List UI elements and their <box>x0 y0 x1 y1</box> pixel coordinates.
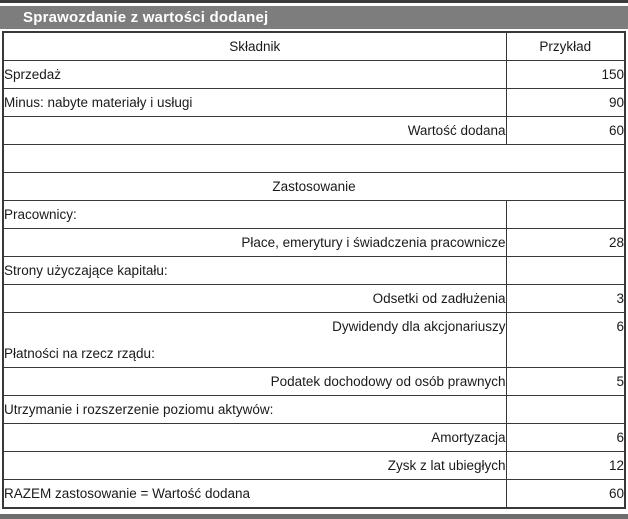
cell-value <box>506 257 625 285</box>
table-row <box>3 201 625 229</box>
cell-value <box>506 340 625 368</box>
cell-spacer <box>3 145 625 173</box>
cell-label: Płatności na rzecz rządu: <box>3 340 506 368</box>
table-row <box>3 340 625 368</box>
cell-value: 6 <box>506 424 625 452</box>
table-row <box>3 396 625 424</box>
cell-value-total: 60 <box>506 480 625 509</box>
table-row <box>3 117 625 145</box>
cell-label: Dywidendy dla akcjonariuszy <box>332 319 506 334</box>
cell-value: 90 <box>506 89 625 117</box>
cell-label: Pracownicy: <box>3 201 506 229</box>
table-header-row <box>3 32 625 61</box>
cell-value: 3 <box>506 285 625 313</box>
table-row <box>3 257 625 285</box>
cell-label: Strony użyczające kapitału: <box>3 257 506 285</box>
table-row <box>3 424 625 452</box>
top-rule <box>0 0 628 3</box>
cell-label: Utrzymanie i rozszerzenie poziomu aktywów: <box>3 396 506 424</box>
cell-label: Sprzedaż <box>3 61 506 89</box>
cell-value: 5 <box>506 368 625 396</box>
cell-value: 6 <box>506 313 625 341</box>
table-row <box>3 89 625 117</box>
cell-label: Odsetki od zadłużenia <box>3 285 506 313</box>
cell-label-total: RAZEM zastosowanie = Wartość dodana <box>3 480 506 509</box>
bottom-rule <box>0 514 628 519</box>
table-row <box>3 61 625 89</box>
cell-value: 12 <box>506 452 625 480</box>
cell-value: 60 <box>506 117 625 145</box>
title-bar <box>0 6 628 29</box>
cell-value: 150 <box>506 61 625 89</box>
table-row <box>3 452 625 480</box>
column-header-przyklad: Przykład <box>506 32 625 61</box>
cell-label: Amortyzacja <box>3 424 506 452</box>
cell-label: Zysk z lat ubiegłych <box>3 452 506 480</box>
table-row-total <box>3 480 625 509</box>
page-title: Sprawozdanie z wartości dodanej <box>23 9 269 26</box>
cell-value: 28 <box>506 229 625 257</box>
section-header: Zastosowanie <box>3 173 625 201</box>
cell-value <box>506 201 625 229</box>
cell-value <box>506 396 625 424</box>
table-row <box>3 368 625 396</box>
value-added-table <box>2 31 626 509</box>
table-row <box>3 313 625 341</box>
column-header-skladnik: Składnik <box>3 32 506 61</box>
cell-label: Minus: nabyte materiały i usługi <box>3 89 506 117</box>
table-row <box>3 229 625 257</box>
cell-label: Wartość dodana <box>3 117 506 145</box>
table-row-spacer <box>3 145 625 173</box>
table-row <box>3 285 625 313</box>
cell-label: Podatek dochodowy od osób prawnych <box>3 368 506 396</box>
cell-label: Płace, emerytury i świadczenia pracownicze <box>3 229 506 257</box>
table-row-section <box>3 173 625 201</box>
